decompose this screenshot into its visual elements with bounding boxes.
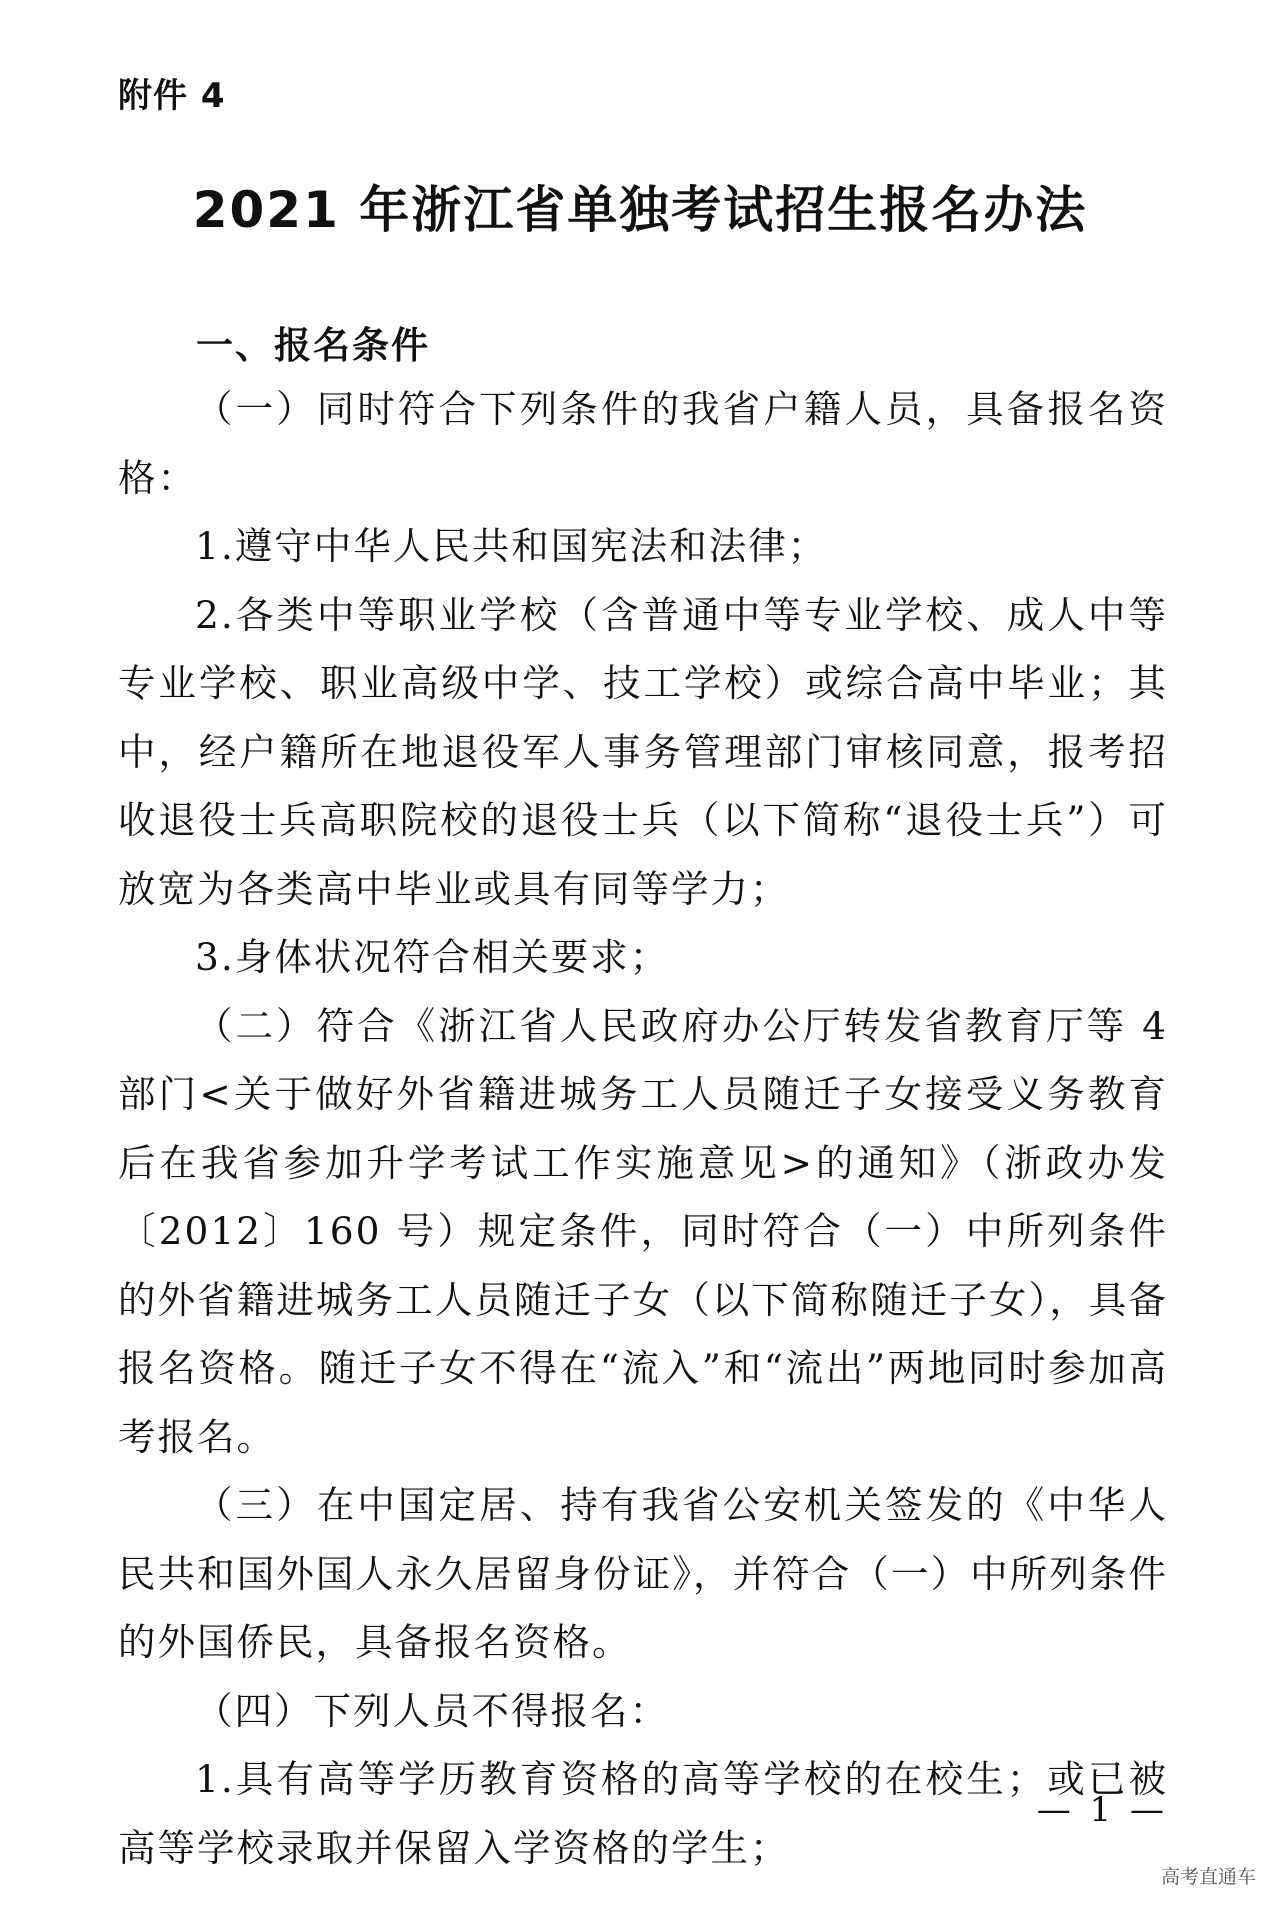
paragraph: 1.遵守中华人民共和国宪法和法律； — [195, 524, 828, 568]
paragraph: 2.各类中等职业学校（含普通中等专业学校、成人中等专业学校、职业高级中学、技工学校）或综合高中毕业；其中，经户籍所在地退役军人事务管理部门审核同意，报考招收退役士兵高职院校的退役士兵（以下简称“退役士兵”）可放宽为各类高中毕业或具有同等学力； — [118, 592, 1168, 911]
paragraph: 1.具有高等学历教育资格的高等学校的在校生；或已被高等学校录取并保留入学资格的学生； — [118, 1757, 1168, 1870]
paragraph: （三）在中国定居、持有我省公安机关签发的《中华人民共和国外国人永久居留身份证》，并符合（一）中所列条件的外国侨民，具备报名资格。 — [118, 1483, 1168, 1664]
document-title: 2021 年浙江省单独考试招生报名办法 — [192, 181, 1088, 239]
paragraph: 3.身体状况符合相关要求； — [195, 935, 670, 979]
paragraph: （二）符合《浙江省人民政府办公厅转发省教育厅等 4 部门<关于做好外省籍进城务工人员随迁子女接受义务教育后在我省参加升学考试工作实施意见>的通知》（浙政办发〔2012〕160 号）规定条件，同时符合（一）中所列条件的外省籍进城务工人员随迁子女（以下简称随迁子女），具备报名资格。随迁子女不得在“流入”和“流出”两地同时参加高考报名。 — [118, 1003, 1168, 1459]
paragraph: （四）下列人员不得报名： — [195, 1688, 669, 1733]
section-heading: 一、报名条件 — [196, 324, 430, 367]
watermark-text: 高考直通车 — [1160, 1866, 1256, 1888]
paragraph: （一）同时符合下列条件的我省户籍人员，具备报名资格： — [118, 387, 1168, 500]
document-body — [118, 375, 1168, 1882]
page-number: — 1 — — [1036, 1790, 1168, 1830]
attachment-label: 附件 4 — [118, 76, 226, 116]
